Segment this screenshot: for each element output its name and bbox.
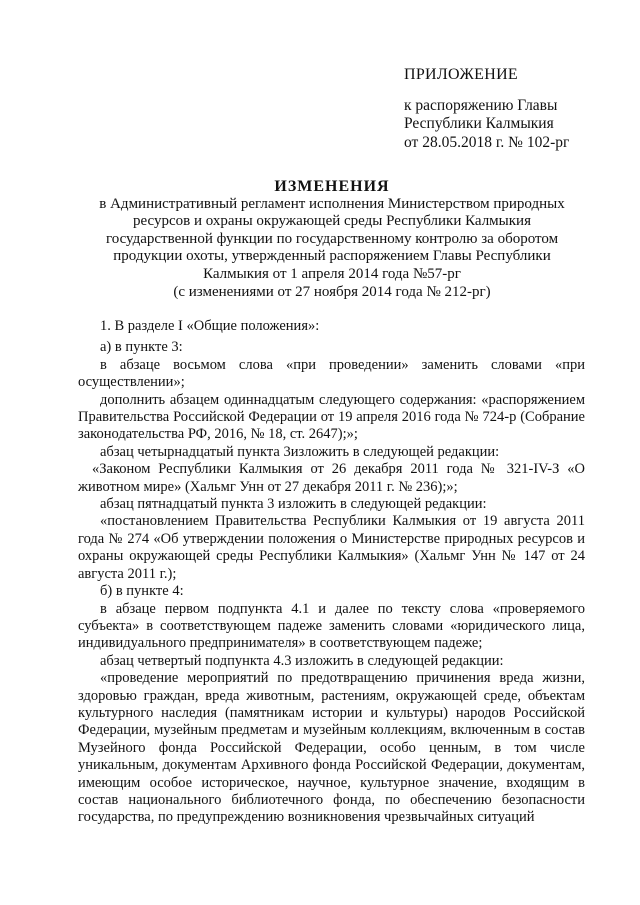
paragraph: «проведение мероприятий по предотвращению причинения вреда жизни, здоровью граждан, вреда животным, растениям, окружающей среде, объектам культурного наследия (памятникам истории и культуры) народов Российской Федерации, музейным предметам и музейным коллекциям, включенным в состав Музейного фонда Российской Федерации, особо ценным, в том числе уникальным, документам Архивного фонда Российской Федерации, документам, имеющим особое историческое, научное, культурное значение, входящим в состав национального библиотечного фонда, по обеспечению безопасности государства, по предупреждению возникновения чрезвычайных ситуаций	[78, 670, 585, 826]
heading-line-6: (с изменениями от 27 ноября 2014 года № 212-рг)	[173, 283, 491, 300]
paragraph: в абзаце восьмом слова «при проведении» заменить словами «при осуществлении»;	[78, 356, 585, 391]
document-heading	[78, 178, 586, 301]
heading-line-3: государственной функции по государственному контролю за оборотом	[105, 230, 559, 247]
paragraph: «постановлением Правительства Республики Калмыкия от 19 августа 2011 года № 274 «Об утверждении положения о Министерстве природных ресурсов и охраны окружающей среды Республики Калмыкия» (Хальмг Унн № 147 от 24 августа 2011 г.);	[78, 513, 585, 582]
appendix-line-3: от 28.05.2018 г. № 102-рг	[404, 133, 570, 151]
paragraph: б) в пункте 4:	[100, 583, 184, 600]
paragraph: «Законом Республики Калмыкия от 26 декабря 2011 года № 321-IV-З «О животном мире» (Хальмг Унн от 27 декабря 2011 г. № 236);»;	[78, 461, 585, 495]
appendix-header	[404, 66, 624, 152]
document-body	[78, 318, 585, 827]
appendix-title: ПРИЛОЖЕНИЕ	[404, 66, 519, 83]
paragraph: в абзаце первом подпункта 4.1 и далее по тексту слова «проверяемого субъекта» в соответствующем падеже заменить словами «юридического лица, индивидуального предпринимателя» в соответствующем падеже;	[78, 600, 585, 652]
paragraph: абзац четырнадцатый пункта 3изложить в следующей редакции:	[100, 443, 500, 460]
heading-line-5: Калмыкия от 1 апреля 2014 года №57-рг	[203, 265, 461, 282]
heading-line-4: продукции охоты, утвержденный распоряжением Главы Республики	[113, 248, 551, 265]
heading-line-2: ресурсов и охраны окружающей среды Республики Калмыкия	[133, 213, 531, 230]
paragraph: а) в пункте 3:	[100, 339, 183, 356]
heading-title: ИЗМЕНЕНИЯ	[274, 178, 390, 195]
paragraph: абзац четвертый подпункта 4.3 изложить в следующей редакции:	[100, 652, 504, 669]
paragraph: абзац пятнадцатый пункта 3 изложить в следующей редакции:	[100, 496, 487, 513]
heading-line-1: в Административный регламент исполнения Министерством природных	[99, 195, 565, 212]
appendix-line-1: к распоряжению Главы	[404, 96, 558, 114]
appendix-line-2: Республики Калмыкия	[404, 115, 554, 132]
paragraph: 1. В разделе I «Общие положения»:	[100, 318, 320, 334]
paragraph: дополнить абзацем одиннадцатым следующего содержания: «распоряжением Правительства Российской Федерации от 19 апреля 2016 года № 724-р (Собрание законодательства РФ, 2016, № 18, ст. 2647);»;	[78, 391, 585, 443]
